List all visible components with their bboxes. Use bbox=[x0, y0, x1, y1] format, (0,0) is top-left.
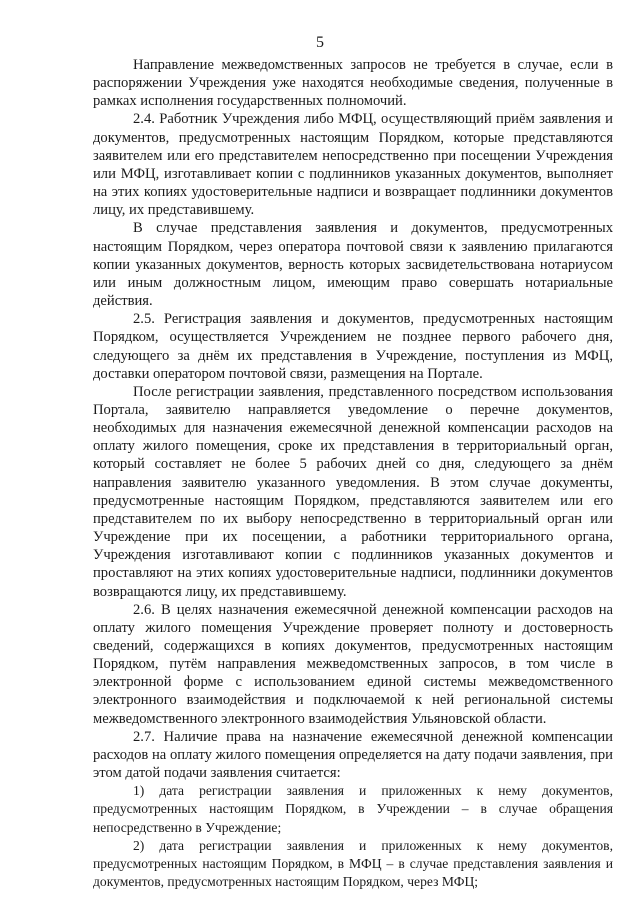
list-item-2: 2) дата регистрации заявления и приложенных к нему документов, предусмотренных настоящим Порядком, в МФЦ – в случае представления заявления и документов, предусмотренных настоящим Порядком, через МФЦ; bbox=[93, 837, 613, 890]
paragraph-2-6: 2.6. В целях назначения ежемесячной денежной компенсации расходов на оплату жилого помещения Учреждение проверяет полноту и достоверность сведений, содержащихся в копиях документов, предусмотренных настоящим Порядком, путём направления межведомственных запросов, в том числе в электронной форме с использованием единой системы межведомственного электронного взаимодействия и подключаемой к ней региональной системы межведомственного электронного взаимодействия Ульяновской области. bbox=[93, 601, 613, 727]
paragraph-portal-registration: После регистрации заявления, представленного посредством использования Портала, заявителю направляется уведомление о перечне документов, необходимых для назначения ежемесячной денежной компенсации расходов на оплату жилого помещения, сроке их представления в территориальный орган, который составляет не более 5 рабочих дней со дня, следующего за днём направления заявителю указанного уведомления. В этом случае документы, предусмотренные настоящим Порядком, представляются заявителем или его представителем по их выбору непосредственно в территориальный орган или Учреждение при их посещении, а работники территориального органа, Учреждения изготавливают копии с подлинников указанных документов и проставляют на этих копиях удостоверительные надписи, подлинники документов возвращаются лицу, их представившему. bbox=[93, 383, 613, 600]
paragraph-2-5: 2.5. Регистрация заявления и документов, предусмотренных настоящим Порядком, осуществляется Учреждением не позднее первого рабочего дня, следующего за днём их представления в Учреждение, поступления из МФЦ, доставки оператором почтовой связи, размещения на Портале. bbox=[93, 311, 613, 382]
document-body bbox=[93, 56, 613, 891]
page-number: 5 bbox=[316, 34, 324, 51]
paragraph-postal-submission: В случае представления заявления и документов, предусмотренных настоящим Порядком, через оператора почтовой связи к заявлению прилагаются копии указанных документов, верность которых засвидетельствована нотариусом или иным должностным лицом, имеющим право совершать нотариальные действия. bbox=[93, 220, 613, 310]
paragraph-interdepartmental-requests-note: Направление межведомственных запросов не требуется в случае, если в распоряжении Учреждения уже находятся необходимые сведения, полученные в рамках исполнения государственных полномочий. bbox=[93, 57, 613, 110]
paragraph-2-4: 2.4. Работник Учреждения либо МФЦ, осуществляющий приём заявления и документов, предусмотренных настоящим Порядком, которые представляются заявителем или его представителем непосредственно при посещении Учреждения или МФЦ, изготавливает копии с подлинников указанных документов, выполняет на этих копиях удостоверительные надписи и возвращает подлинники документов лицу, их представившему. bbox=[93, 111, 613, 219]
paragraph-2-7: 2.7. Наличие права на назначение ежемесячной денежной компенсации расходов на оплату жилого помещения определяется на дату подачи заявления, при этом датой подачи заявления считается: bbox=[93, 728, 613, 782]
list-item-1: 1) дата регистрации заявления и приложенных к нему документов, предусмотренных настоящим Порядком, в Учреждении – в случае обращения непосредственно в Учреждение; bbox=[93, 783, 613, 835]
